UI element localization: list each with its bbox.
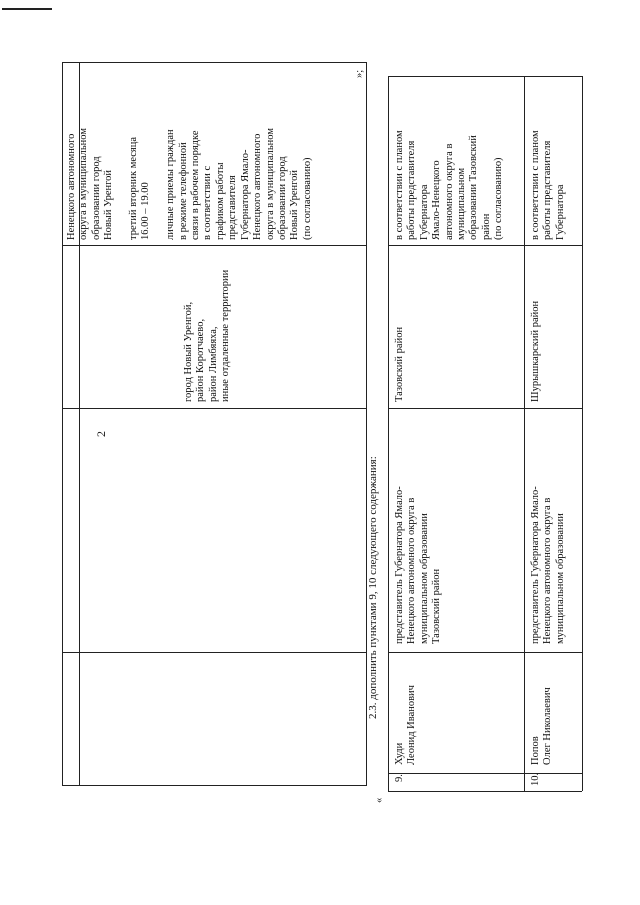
- schedule: в соответствии с планом работы представителя Губернатора Ямало-Ненецкого автономного округа в муниципальном образовании Тазовский район (по согласованию): [394, 130, 505, 240]
- top-left-rule: [2, 8, 52, 10]
- row-number: 10.: [530, 772, 541, 786]
- row-number: 9.: [394, 774, 405, 782]
- table1-row-schedule-cell: Ненецкого автономного округа в муниципальном образовании город Новый Уренгой третий вторник месяца 16.00 – 19.00 личные приемы граждан в режиме телефонной связи в рабочем порядке в соответствии с графиком работы представителя Губернатора Ямало- Ненецкого автономного округа в муниципальном образовании город Новый Уренгой (по согласованию): [66, 128, 313, 240]
- amendment-paragraph: 2.3. дополнить пунктами 9, 10 следующего содержания:: [367, 456, 379, 719]
- position: представитель Губернатора Ямало- Ненецкого автономного округа в муниципальном образовании: [530, 486, 566, 644]
- table1-row-territory-cell: город Новый Уренгой, район Коротчаево, район Лимбяяха, иные отдаленные территории: [183, 269, 232, 402]
- person-name: Худи Леонид Иванович: [394, 685, 418, 765]
- schedule: в соответствии с планом работы представителя Губернатора: [530, 130, 566, 240]
- territory: Шурышкарский район: [530, 300, 541, 402]
- opening-quote-mark: «: [374, 797, 385, 803]
- person-name: Попов Олег Николаевич: [530, 687, 554, 765]
- territory: Тазовский район: [394, 326, 405, 402]
- position: представитель Губернатора Ямало- Ненецкого автономного округа в муниципальном образовании Тазовский район: [394, 486, 443, 644]
- page-number: 2: [94, 431, 108, 437]
- closing-quote-mark: »;: [354, 69, 365, 78]
